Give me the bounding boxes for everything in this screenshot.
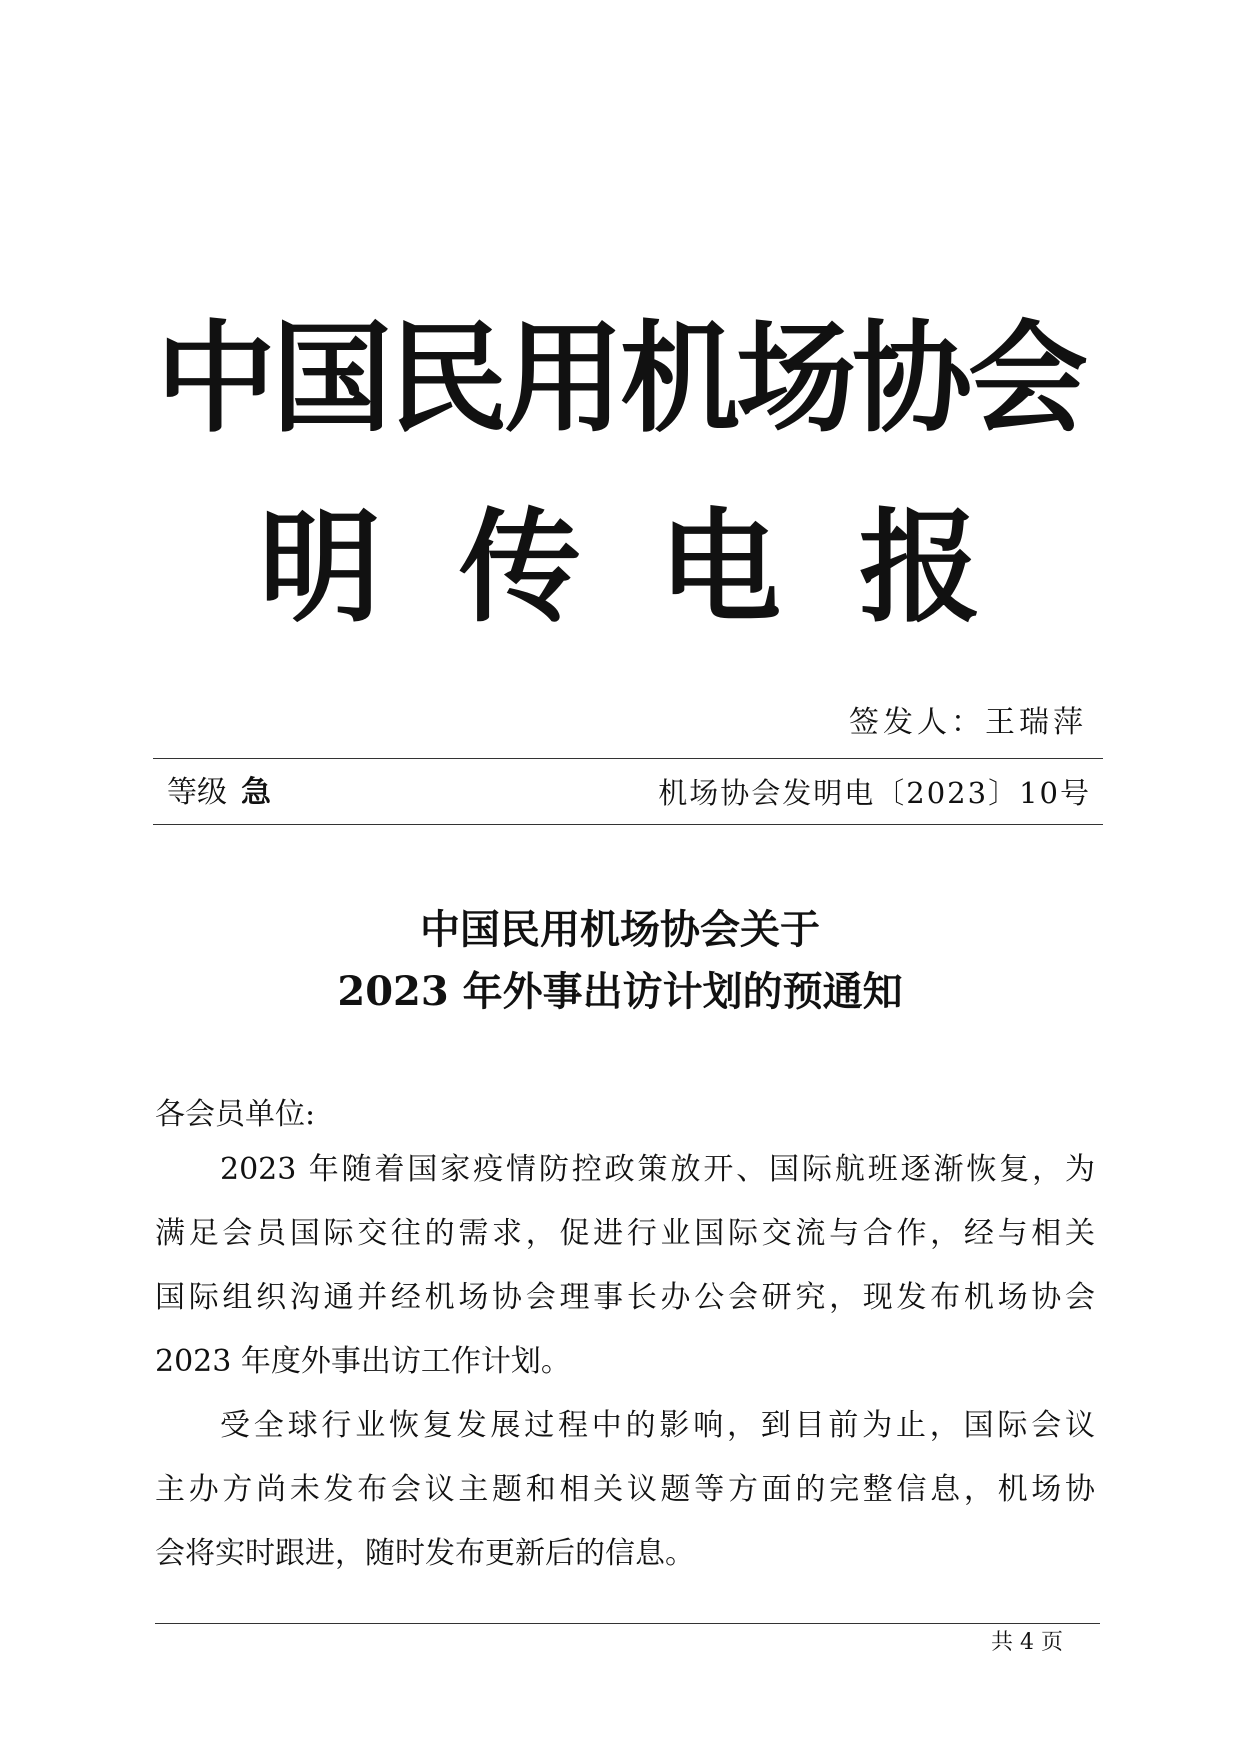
document-meta-row — [153, 768, 1103, 818]
document-number: 机场协会发明电〔2023〕10号 — [658, 776, 1091, 810]
paragraph-1-line: 满足会员国际交往的需求，促进行业国际交流与合作，经与相关 — [155, 1216, 1095, 1251]
paragraph-2-line: 受全球行业恢复发展过程中的影响，到目前为止，国际会议 — [220, 1408, 1095, 1443]
paragraph-1-line: 国际组织沟通并经机场协会理事长办公会研究，现发布机场协会 — [155, 1280, 1095, 1315]
grade-value: 急 — [241, 775, 271, 810]
signer-line: 签发人：王瑞萍 — [849, 705, 1087, 740]
footer-rule — [155, 1623, 1100, 1624]
paragraph-2-line: 会将实时跟进，随时发布更新后的信息。 — [155, 1536, 695, 1571]
header-rule-top — [153, 758, 1103, 759]
paragraph-1-line: 2023 年度外事出访工作计划。 — [155, 1344, 571, 1379]
notice-title-line-2: 2023 年外事出访计划的预通知 — [337, 968, 903, 1015]
document-type-heading: 明传电报 — [259, 495, 1059, 639]
urgency-grade — [167, 768, 271, 818]
paragraph-1-line: 2023 年随着国家疫情防控政策放开、国际航班逐渐恢复，为 — [220, 1152, 1095, 1187]
header-rule-bottom — [153, 824, 1103, 825]
org-name-heading: 中国民用机场协会 — [156, 310, 1084, 449]
grade-label: 等级 — [167, 775, 227, 810]
paragraph-2-line: 主办方尚未发布会议主题和相关议题等方面的完整信息，机场协 — [155, 1472, 1095, 1507]
notice-title-line-1: 中国民用机场协会关于 — [420, 906, 820, 953]
salutation: 各会员单位: — [155, 1097, 316, 1132]
page-count: 共 4 页 — [991, 1630, 1063, 1655]
